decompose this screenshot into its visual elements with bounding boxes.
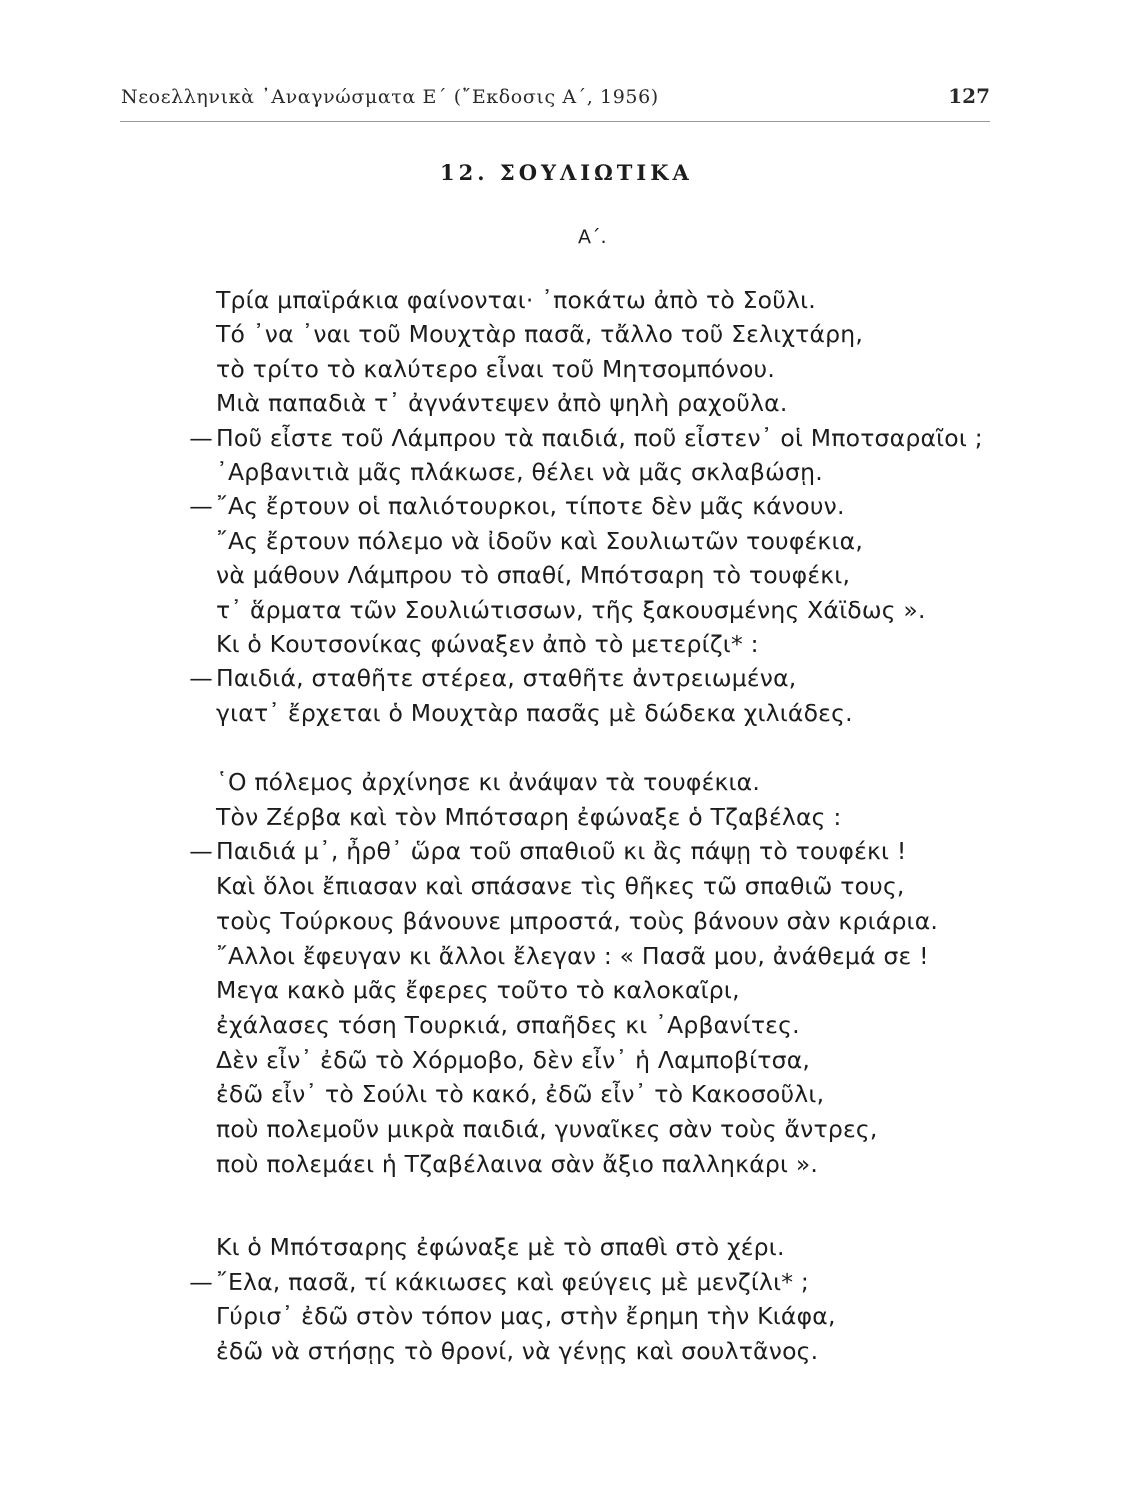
poem-line — [216, 906, 938, 936]
poem-line — [216, 1336, 818, 1366]
poem-line — [216, 698, 853, 728]
poem-line — [189, 491, 845, 521]
poem-line — [216, 354, 775, 384]
poem-line-text: Παιδιά, σταθῆτε στέρεα, σταθῆτε ἀντρειωμένα, — [216, 664, 797, 692]
poem-line-text: ᾽Αρβανιτιὰ μᾶς πλάκωσε, θέλει νὰ μᾶς σκλαβώσῃ. — [216, 458, 823, 486]
poem-line-text: Καὶ ὅλοι ἔπιασαν καὶ σπάσανε τὶς θῆκες τῶ σπαθιῶ τους, — [216, 872, 905, 900]
poem-line — [216, 1010, 800, 1040]
poem-line — [216, 629, 759, 659]
poem-line-text: τὸ τρίτο τὸ καλύτερο εἶναι τοῦ Μητσομπόνου. — [216, 355, 775, 383]
poem-line — [216, 1045, 810, 1075]
poem-line-text: ἐδῶ εἶν᾽ τὸ Σούλι τὸ κακό, ἐδῶ εἶν᾽ τὸ Κακοσοῦλι, — [216, 1080, 825, 1108]
poem-line — [216, 871, 905, 901]
poem-title: 12. ΣΟΥΛΙΩΤΙΚΑ — [440, 160, 693, 185]
poem-line-text: Γύρισ᾽ ἐδῶ στὸν τόπον μας, στὴν ἔρημη τὴν Κιάφα, — [216, 1302, 836, 1330]
poem-line-text: ῎Ας ἔρτουν πόλεμο νὰ ἰδοῦν καὶ Σουλιωτῶν τουφέκια, — [216, 527, 863, 555]
dialogue-dash: — — [189, 664, 213, 692]
poem-line — [189, 1267, 809, 1297]
poem-line-text: γιατ᾽ ἔρχεται ὁ Μουχτὰρ πασᾶς μὲ δώδεκα χιλιάδες. — [216, 699, 853, 727]
poem-line — [216, 1301, 836, 1331]
poem-line — [216, 767, 760, 797]
part-label: Α΄. — [578, 226, 607, 248]
book-info: Νεοελληνικὰ ᾿Αναγνώσματα Ε΄ (῎Εκδοσις Α΄, 1956) — [121, 86, 659, 108]
poem-line — [189, 423, 983, 453]
poem-line — [216, 388, 788, 418]
poem-line-text: τ᾽ ἅρματα τῶν Σουλιώτισσων, τῆς ξακουσμένης Χάϊδως ». — [216, 596, 926, 624]
poem-line — [216, 941, 929, 971]
poem-line-text: Δὲν εἶν᾽ ἐδῶ τὸ Χόρμοβο, δὲν εἶν᾽ ἡ Λαμποβίτσα, — [216, 1046, 811, 1074]
poem-line-text: ῾Ο πόλεμος ἀρχίνησε κι ἀνάψαν τὰ τουφέκια. — [216, 768, 761, 796]
poem-line-text: ποὺ πολεμοῦν μικρὰ παιδιά, γυναῖκες σὰν τοὺς ἄντρες, — [216, 1115, 878, 1143]
poem-line-text: ἐδῶ νὰ στήσῃς τὸ θρονί, νὰ γένῃς καὶ σουλτᾶνος. — [216, 1337, 819, 1365]
poem-line-text: ῎Ας ἔρτουν οἱ παλιότουρκοι, τίποτε δὲν μᾶς κάνουν. — [216, 492, 845, 520]
poem-line-text: Κι ὁ Κουτσονίκας φώναξεν ἀπὸ τὸ μετερίζι* : — [216, 630, 759, 658]
dialogue-dash: — — [189, 492, 213, 520]
poem-line-text: ἐχάλασες τόση Τουρκιά, σπαῆδες κι ᾽Αρβανίτες. — [216, 1011, 800, 1039]
poem-line-text: Παιδιά μ᾽, ἦρθ᾽ ὥρα τοῦ σπαθιοῦ κι ἂς πάψῃ τὸ τουφέκι ! — [216, 837, 907, 865]
poem-line-text: τοὺς Τούρκους βάνουνε μπροστά, τοὺς βάνουν σὰν κριάρια. — [216, 907, 939, 935]
poem-line-text: Ποῦ εἶστε τοῦ Λάμπρου τὰ παιδιά, ποῦ εἶστεν᾽ οἱ Μποτσαραῖοι ; — [216, 424, 983, 452]
poem-line — [189, 663, 797, 693]
poem-line-text: ῎Ελα, πασᾶ, τί κάκιωσες καὶ φεύγεις μὲ μενζίλι* ; — [216, 1268, 809, 1296]
poem-line — [216, 975, 740, 1005]
header-divider — [120, 121, 990, 122]
poem-line-text: Τό ᾽να ᾽ναι τοῦ Μουχτὰρ πασᾶ, τἄλλο τοῦ Σελιχτάρη, — [216, 320, 864, 348]
dialogue-dash: — — [189, 424, 213, 452]
poem-line-text: Τρία μπαϊράκια φαίνονται· ᾽ποκάτω ἀπὸ τὸ Σοῦλι. — [216, 286, 816, 314]
poem-line — [189, 836, 907, 866]
poem-line-text: Μιὰ παπαδιὰ τ᾽ ἀγνάντεψεν ἀπὸ ψηλὴ ραχοῦλα. — [216, 389, 788, 417]
poem-line — [216, 595, 926, 625]
poem-line — [216, 526, 863, 556]
poem-line — [216, 285, 816, 315]
poem-line — [216, 457, 823, 487]
poem-line — [216, 319, 863, 349]
poem-line — [216, 1149, 818, 1179]
dialogue-dash: — — [189, 837, 213, 865]
dialogue-dash: — — [189, 1268, 213, 1296]
poem-line-text: ῎Αλλοι ἔφευγαν κι ἄλλοι ἔλεγαν : « Πασᾶ μου, ἀνάθεμά σε ! — [216, 942, 929, 970]
poem-line — [216, 1114, 878, 1144]
poem-line-text: νὰ μάθουν Λάμπρου τὸ σπαθί, Μπότσαρη τὸ τουφέκι, — [216, 561, 851, 589]
poem-line — [216, 1079, 824, 1109]
poem-line — [216, 802, 841, 832]
page-number: 127 — [948, 84, 990, 108]
poem-line-text: Τὸν Ζέρβα καὶ τὸν Μπότσαρη ἐφώναξε ὁ Τζαβέλας : — [216, 803, 842, 831]
poem-line-text: Μεγα κακὸ μᾶς ἔφερες τοῦτο τὸ καλοκαῖρι, — [216, 976, 740, 1004]
poem-line-text: ποὺ πολεμάει ἡ Τζαβέλαινα σὰν ἄξιο παλληκάρι ». — [216, 1150, 819, 1178]
poem-line — [216, 560, 850, 590]
poem-line — [216, 1232, 785, 1262]
poem-line-text: Κι ὁ Μπότσαρης ἐφώναξε μὲ τὸ σπαθὶ στὸ χέρι. — [216, 1233, 785, 1261]
